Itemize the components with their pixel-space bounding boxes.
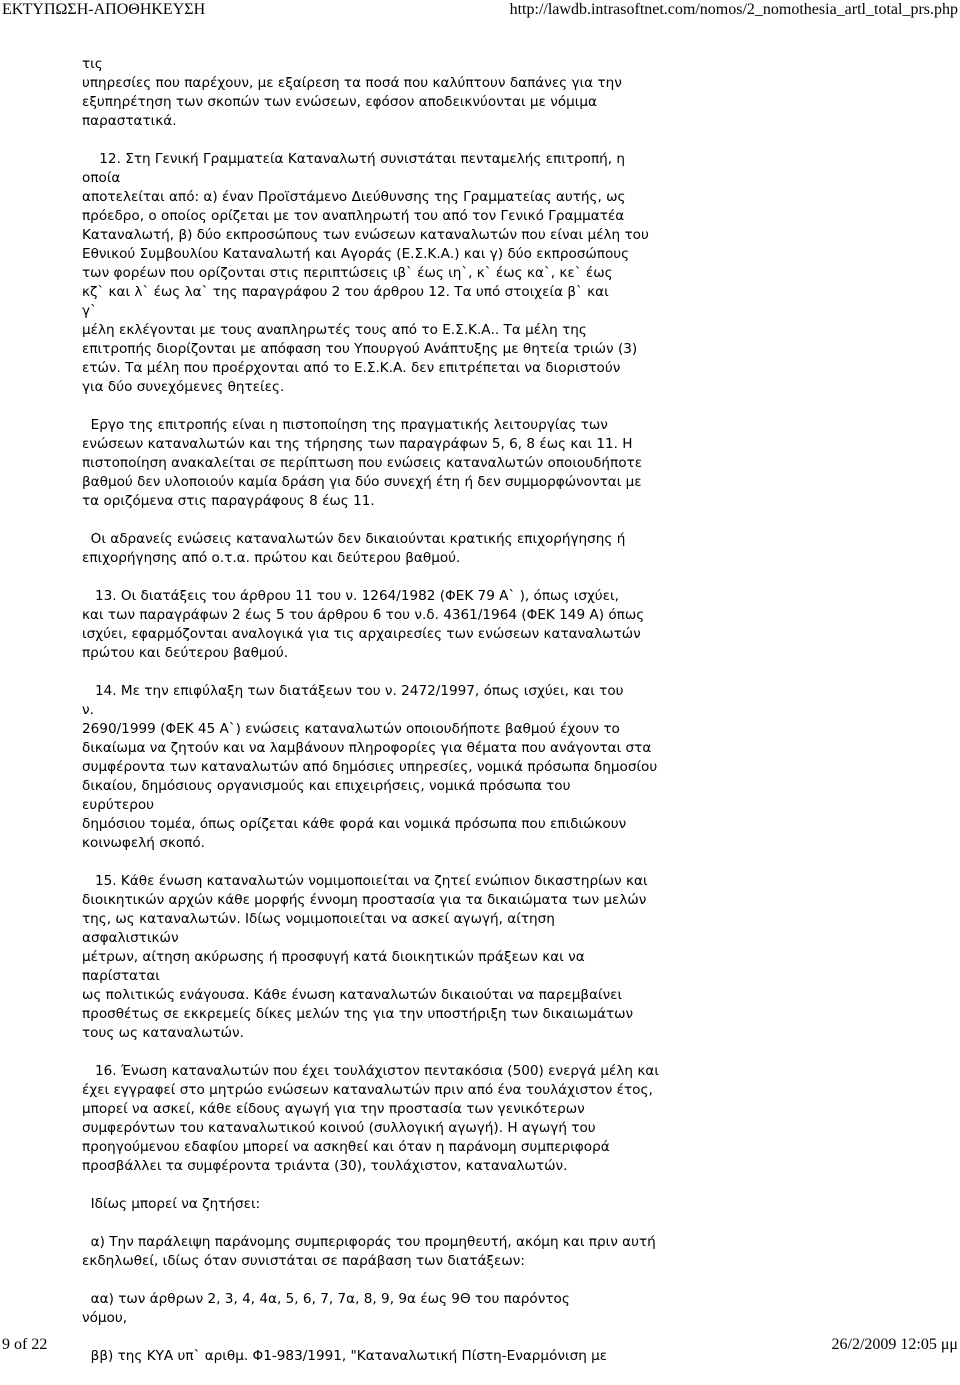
page-counter: 9 of 22	[2, 1336, 48, 1353]
text-line: προσβάλλει τα συμφέροντα τριάντα (30), τουλάχιστον, καταναλωτών.	[82, 1158, 568, 1174]
text-line: τις	[82, 56, 103, 72]
text-line: συμφερόντων του καταναλωτικού κοινού (συλλογική αγωγή). Η αγωγή του	[82, 1120, 596, 1136]
text-line: ασφαλιστικών	[82, 930, 179, 946]
text-line: πρόεδρο, ο οποίος ορίζεται με τον αναπληρωτή του από τον Γενικό Γραμματέα	[82, 208, 625, 224]
text-line: παρίσταται	[82, 968, 160, 984]
print-footer	[0, 1334, 960, 1358]
text-line: ευρύτερου	[82, 797, 155, 813]
text-line: έχει εγγραφεί στο μητρώο ενώσεων καταναλωτών πριν από ένα τουλάχιστον έτος,	[82, 1082, 653, 1098]
text-line: βαθμού δεν υλοποιούν καμία δράση για δύο συνεχή έτη ή δεν συμμορφώνονται με	[82, 474, 642, 490]
paragraph	[82, 55, 672, 131]
paragraph	[82, 530, 672, 568]
text-line: 13. Οι διατάξεις του άρθρου 11 του ν. 1264/1982 (ΦΕΚ 79 Α` ), όπως ισχύει,	[82, 588, 619, 604]
text-line: για δύο συνεχόμενες θητείες.	[82, 379, 285, 395]
text-line: δικαίου, δημόσιους οργανισμούς και επιχειρήσεις, νομικά πρόσωπα του	[82, 778, 571, 794]
text-line: ββ) της ΚΥΑ υπ` αριθμ. Φ1-983/1991, "Καταναλωτική Πίστη-Εναρμόνιση με	[82, 1348, 608, 1364]
paragraph	[82, 150, 672, 397]
text-line: μπορεί να ασκεί, κάθε είδους αγωγή για την προστασία των γενικότερων	[82, 1101, 585, 1117]
text-line: 15. Κάθε ένωση καταναλωτών νομιμοποιείται να ζητεί ενώπιον δικαστηρίων και	[82, 873, 648, 889]
text-line: Καταναλωτή, β) δύο εκπροσώπους των ενώσεων καταναλωτών που είναι μέλη του	[82, 227, 649, 243]
paragraph	[82, 1290, 672, 1328]
text-line: μέλη εκλέγονται με τους αναπληρωτές τους από το Ε.Σ.Κ.Α.. Τα μέλη της	[82, 322, 587, 338]
text-line: ως πολιτικώς ενάγουσα. Κάθε ένωση καταναλωτών δικαιούται να παρεμβαίνει	[82, 987, 623, 1003]
text-line: κζ` και λ` έως λα` της παραγράφου 2 του άρθρου 12. Τα υπό στοιχεία β` και	[82, 284, 609, 300]
text-line: συμφέροντα των καταναλωτών από δημόσιες υπηρεσίες, νομικά πρόσωπα δημοσίου	[82, 759, 658, 775]
text-line: Εθνικού Συμβουλίου Καταναλωτή και Αγοράς (Ε.Σ.Κ.Α.) και γ) δύο εκπροσώπους	[82, 246, 630, 262]
paragraph	[82, 1233, 672, 1271]
text-line: ετών. Τα μέλη που προέρχονται από το Ε.Σ.Κ.Α. δεν επιτρέπεται να διοριστούν	[82, 360, 621, 376]
paragraph	[82, 587, 672, 663]
text-line: ν.	[82, 702, 94, 718]
text-line: αα) των άρθρων 2, 3, 4, 4α, 5, 6, 7, 7α, 8, 9, 9α έως 9Θ του παρόντος	[82, 1291, 570, 1307]
document-body	[82, 55, 672, 1385]
text-line: α) Την παράλειψη παράνομης συμπεριφοράς του προμηθευτή, ακόμη και πριν αυτή	[82, 1234, 656, 1250]
paragraph	[82, 682, 672, 853]
text-line: διοικητικών αρχών κάθε μορφής έννομη προστασία για τα δικαιώματα των μελών	[82, 892, 647, 908]
text-line: ισχύει, εφαρμόζονται αναλογικά για τις αρχαιρεσίες των ενώσεων καταναλωτών	[82, 626, 641, 642]
text-line: δικαίωμα να ζητούν και να λαμβάνουν πληροφορίες για θέματα που ανάγονται στα	[82, 740, 652, 756]
text-line: προηγούμενου εδαφίου μπορεί να ασκηθεί και όταν η παράνομη συμπεριφορά	[82, 1139, 610, 1155]
text-line: 14. Με την επιφύλαξη των διατάξεων του ν. 2472/1997, όπως ισχύει, και του	[82, 683, 624, 699]
text-line: εκδηλωθεί, ιδίως όταν συνιστάται σε παράβαση των διατάξεων:	[82, 1253, 525, 1269]
text-line: υπηρεσίες που παρέχουν, με εξαίρεση τα ποσά που καλύπτουν δαπάνες για την	[82, 75, 622, 91]
text-line: μέτρων, αίτηση ακύρωσης ή προσφυγή κατά διοικητικών πράξεων και να	[82, 949, 585, 965]
text-line: τους ως καταναλωτών.	[82, 1025, 244, 1041]
text-line: επιχορήγησης από ο.τ.α. πρώτου και δεύτερου βαθμού.	[82, 550, 461, 566]
text-line: προσθέτως σε εκκρεμείς δίκες μελών της για την υποστήριξη των δικαιωμάτων	[82, 1006, 634, 1022]
paragraph	[82, 1195, 672, 1214]
header-url: http://lawdb.intrasoftnet.com/nomos/2_nomothesia_artl_total_prs.php	[509, 1, 958, 18]
text-line: επιτροπής διορίζονται με απόφαση του Υπουργού Ανάπτυξης με θητεία τριών (3)	[82, 341, 638, 357]
text-line: νόμου,	[82, 1310, 128, 1326]
text-line: Ιδίως μπορεί να ζητήσει:	[82, 1196, 261, 1212]
text-line: παραστατικά.	[82, 113, 177, 129]
text-line: εξυπηρέτηση των σκοπών των ενώσεων, εφόσον αποδεικνύονται με νόμιμα	[82, 94, 597, 110]
text-line: οποία	[82, 170, 121, 186]
text-line: γ`	[82, 303, 97, 319]
text-line: Οι αδρανείς ενώσεις καταναλωτών δεν δικαιούνται κρατικής επιχορήγησης ή	[82, 531, 626, 547]
text-line: των φορέων που ορίζονται στις περιπτώσεις ιβ` έως ιη`, κ` έως κα`, κε` έως	[82, 265, 613, 281]
print-datetime: 26/2/2009 12:05 μμ	[831, 1336, 958, 1353]
text-line: 16. Ένωση καταναλωτών που έχει τουλάχιστον πεντακόσια (500) ενεργά μέλη και	[82, 1063, 659, 1079]
text-line: της, ως καταναλωτών. Ιδίως νομιμοποιείται να ασκεί αγωγή, αίτηση	[82, 911, 555, 927]
text-line: ενώσεων καταναλωτών και της τήρησης των παραγράφων 5, 6, 8 έως και 11. Η	[82, 436, 633, 452]
text-line: πιστοποίηση ανακαλείται σε περίπτωση που ενώσεις καταναλωτών οποιουδήποτε	[82, 455, 643, 471]
text-line: Εργο της επιτροπής είναι η πιστοποίηση της πραγματικής λειτουργίας των	[82, 417, 608, 433]
text-line: κοινωφελή σκοπό.	[82, 835, 205, 851]
text-line: 12. Στη Γενική Γραμματεία Καταναλωτή συνιστάται πενταμελής επιτροπή, η	[82, 151, 625, 167]
text-line: δημόσιου τομέα, όπως ορίζεται κάθε φορά και νομικά πρόσωπα που επιδιώκουν	[82, 816, 627, 832]
paragraph	[82, 416, 672, 511]
text-line: πρώτου και δεύτερου βαθμού.	[82, 645, 289, 661]
text-line: αποτελείται από: α) έναν Προϊστάμενο Διεύθυνσης της Γραμματείας αυτής, ως	[82, 189, 626, 205]
print-header	[0, 0, 960, 24]
paragraph	[82, 1062, 672, 1176]
text-line: τα οριζόμενα στις παραγράφους 8 έως 11.	[82, 493, 375, 509]
text-line: και των παραγράφων 2 έως 5 του άρθρου 6 του ν.δ. 4361/1964 (ΦΕΚ 149 Α) όπως	[82, 607, 645, 623]
header-title: ΕΚΤΥΠΩΣΗ-ΑΠΟΘΗΚΕΥΣΗ	[2, 1, 206, 18]
paragraph	[82, 872, 672, 1043]
text-line: 2690/1999 (ΦΕΚ 45 Α`) ενώσεις καταναλωτών οποιουδήποτε βαθμού έχουν το	[82, 721, 620, 737]
